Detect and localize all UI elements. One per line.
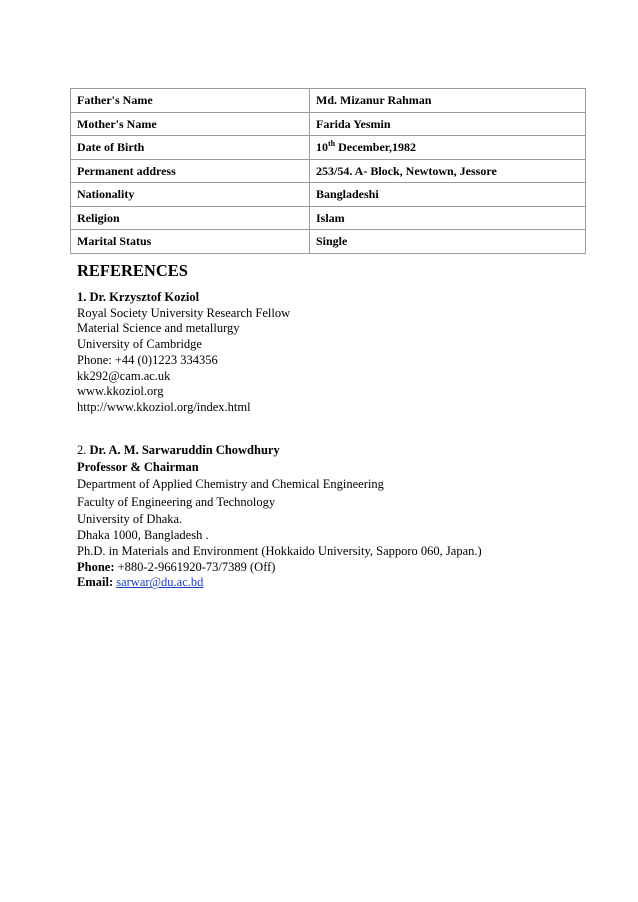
row-value: Single [310,230,586,254]
row-label: Marital Status [71,230,310,254]
phone-label: Phone: [77,559,115,574]
reference-line: Dhaka 1000, Bangladesh . [77,528,209,543]
row-value: Islam [310,206,586,230]
reference-line: kk292@cam.ac.uk [77,368,171,383]
table-row [71,159,586,183]
reference-name: 1. Dr. Krzysztof Koziol [77,290,200,304]
dob-day: 10 [316,140,328,155]
reference-line: Department of Applied Chemistry and Chemical Engineering [77,477,384,492]
table-row [71,112,586,136]
reference-email [77,575,482,591]
email-link[interactable]: sarwar@du.ac.bd [116,575,204,590]
row-label: Father's Name [71,89,310,113]
reference-line: Phone: +44 (0)1223 334356 [77,352,218,367]
reference-phone [77,560,482,576]
references-heading: REFERENCES [77,261,188,280]
row-label: Religion [71,206,310,230]
reference-line: Faculty of Engineering and Technology [77,494,276,509]
row-value [310,136,586,160]
reference-line: http://www.kkoziol.org/index.html [77,399,251,414]
email-label: Email: [77,575,114,590]
dob-rest: December,1982 [335,140,416,155]
row-label: Mother's Name [71,112,310,136]
table-row [71,206,586,230]
row-value: 253/54. A- Block, Newtown, Jessore [310,159,586,183]
reference-1 [77,290,290,416]
row-value: Farida Yesmin [310,112,586,136]
table-row [71,230,586,254]
reference-line: University of Dhaka. [77,511,183,526]
reference-number: 2. [77,443,90,457]
personal-details-table [70,88,586,254]
row-label: Permanent address [71,159,310,183]
table-row [71,183,586,207]
reference-line: www.kkoziol.org [77,384,164,399]
row-value: Md. Mizanur Rahman [310,89,586,113]
reference-line: Ph.D. in Materials and Environment (Hokkaido University, Sapporo 060, Japan.) [77,543,482,558]
table-row [71,89,586,113]
reference-line: University of Cambridge [77,337,202,352]
reference-2 [77,442,482,591]
reference-line: Royal Society University Research Fellow [77,305,291,320]
phone-value: +880-2-9661920-73/7389 (Off) [114,559,276,574]
reference-name: Dr. A. M. Sarwaruddin Chowdhury [89,443,280,457]
row-label: Nationality [71,183,310,207]
reference-name-line [77,442,482,459]
row-label: Date of Birth [71,136,310,160]
table-row [71,136,586,160]
reference-title: Professor & Chairman [77,460,199,475]
dob-suffix: th [328,139,336,149]
row-value: Bangladeshi [310,183,586,207]
reference-line: Material Science and metallurgy [77,321,240,336]
